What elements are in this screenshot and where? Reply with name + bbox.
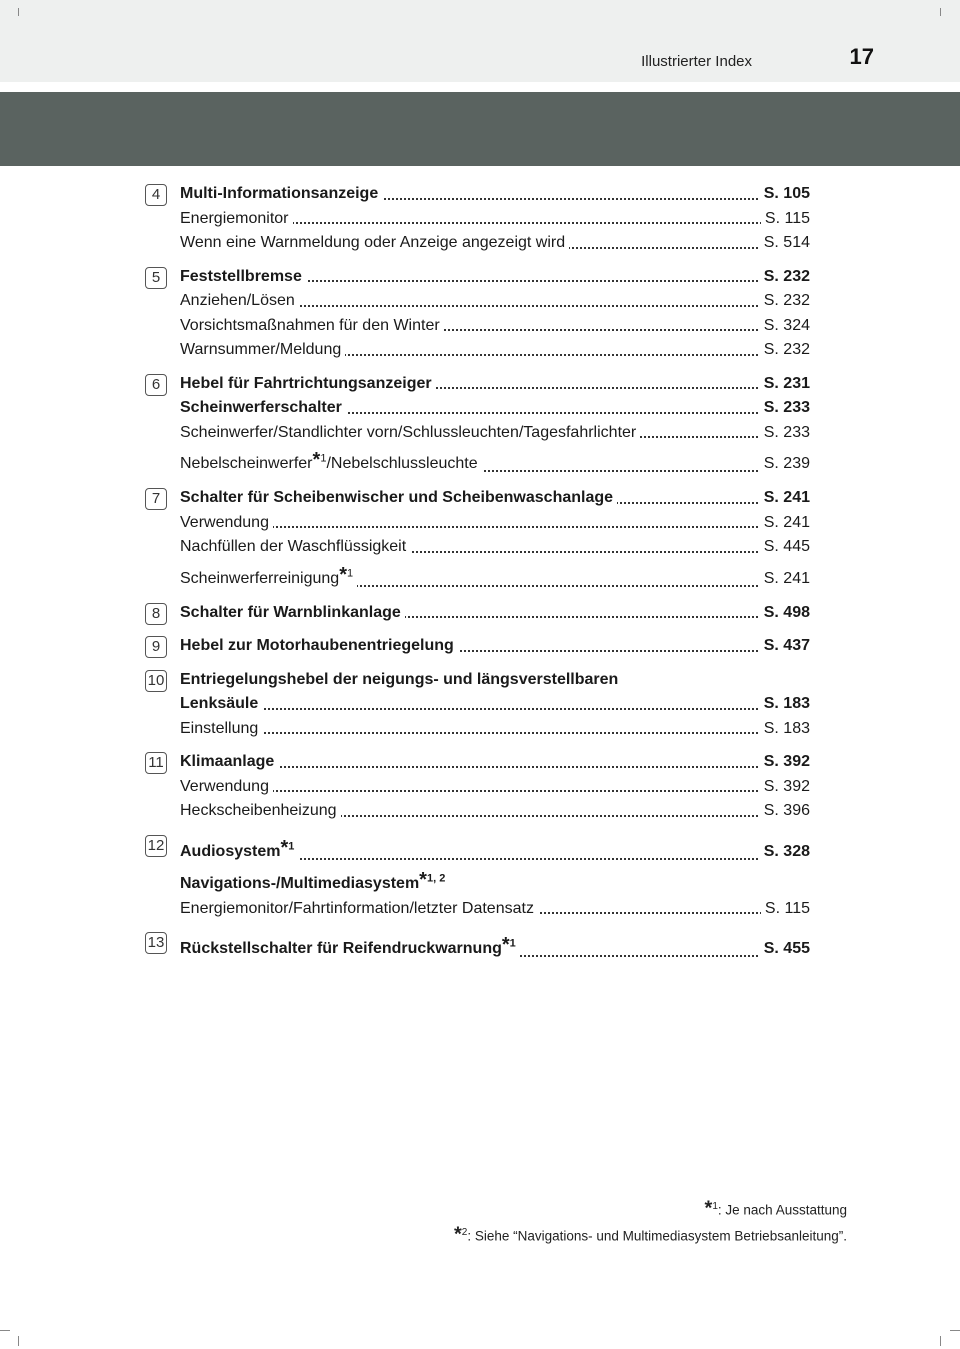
footnote-number: 1 xyxy=(712,1201,718,1212)
index-group xyxy=(0,601,960,626)
entry-text: Energiemonitor/Fahrtinformation/letzter Datensatz xyxy=(180,899,534,917)
entry-text: Anziehen/Lösen xyxy=(180,292,295,309)
entry-label xyxy=(180,802,341,819)
index-entry xyxy=(180,750,810,775)
entry-text: Audiosystem xyxy=(180,842,281,860)
section-bar xyxy=(0,92,960,166)
index-entry xyxy=(180,231,810,256)
index-entry xyxy=(180,601,810,626)
crop-mark xyxy=(940,1336,941,1346)
entry-label xyxy=(180,514,273,531)
index-group xyxy=(0,372,960,478)
entry-label xyxy=(180,671,622,688)
page-reference[interactable]: S. 183 xyxy=(760,717,810,742)
callout-number-badge: 12 xyxy=(145,835,167,857)
entry-text: Feststellbremse xyxy=(180,267,302,285)
index-entry xyxy=(180,897,810,922)
entry-label xyxy=(180,538,410,555)
index-group xyxy=(0,486,960,592)
dot-leader xyxy=(180,526,810,528)
crop-mark xyxy=(940,8,941,16)
entry-text: Verwendung xyxy=(180,513,269,531)
entry-text: Multi-Informationsanzeige xyxy=(180,185,379,202)
page-reference[interactable]: S. 514 xyxy=(760,231,810,256)
index-entry xyxy=(180,314,810,339)
page-reference[interactable]: S. 232 xyxy=(760,265,810,290)
footnote-ref: 1 xyxy=(347,567,354,580)
entry-text: Einstellung xyxy=(180,719,259,737)
page-reference[interactable]: S. 392 xyxy=(760,775,810,800)
page-reference[interactable]: S. 437 xyxy=(760,634,810,659)
index-entry xyxy=(180,338,810,363)
index-entry xyxy=(180,833,810,865)
entry-label xyxy=(180,778,273,795)
footnote-star: * xyxy=(704,1197,713,1220)
entry-label xyxy=(180,317,444,334)
entry-label xyxy=(180,695,262,712)
page-reference[interactable]: S. 232 xyxy=(760,338,810,363)
index-entry xyxy=(180,535,810,560)
page-reference[interactable]: S. 183 xyxy=(760,692,810,717)
footnote-star: * xyxy=(339,563,347,586)
page-reference[interactable]: S. 105 xyxy=(760,182,810,207)
entry-label xyxy=(180,934,520,957)
entry-label xyxy=(180,604,405,621)
callout-number-badge: 6 xyxy=(145,374,167,396)
callout-number-badge: 4 xyxy=(145,184,167,206)
index-entry xyxy=(180,265,810,290)
index-group xyxy=(0,833,960,922)
entry-label xyxy=(180,449,482,472)
page-reference[interactable]: S. 241 xyxy=(760,560,810,598)
callout-number-badge: 9 xyxy=(145,636,167,658)
page-number: 17 xyxy=(849,44,874,69)
entry-text: Hebel für Fahrtrichtungsanzeiger xyxy=(180,374,432,392)
page-reference[interactable]: S. 324 xyxy=(760,314,810,339)
page-reference[interactable]: S. 328 xyxy=(760,833,810,871)
callout-number-badge: 10 xyxy=(145,670,167,692)
callout-number-badge: 13 xyxy=(145,932,167,954)
footnote-star: * xyxy=(501,934,510,956)
page-reference[interactable]: S. 115 xyxy=(761,897,810,922)
index-entry xyxy=(180,668,810,693)
entry-text: Warnsummer/Meldung xyxy=(180,341,342,358)
entry-text: Verwendung xyxy=(180,777,269,795)
callout-number-badge: 7 xyxy=(145,488,167,510)
page-reference[interactable]: S. 115 xyxy=(761,207,810,232)
crop-mark xyxy=(950,1330,960,1331)
footnote-text: : Je nach Ausstattung xyxy=(717,1202,847,1218)
entry-text: Scheinwerfer/Standlichter vorn/Schlussleuchten/Tagesfahrlichter xyxy=(180,423,637,441)
entry-text: Scheinwerferschalter xyxy=(180,399,342,416)
index-entry xyxy=(180,717,810,742)
callout-number-badge: 11 xyxy=(145,752,167,774)
page-reference[interactable]: S. 445 xyxy=(760,535,810,560)
index-entry xyxy=(180,560,810,592)
entry-label xyxy=(180,424,640,441)
footnote-number: 2 xyxy=(461,1226,468,1238)
entry-label xyxy=(180,637,458,654)
entry-text: Entriegelungshebel der neigungs- und längsverstellbaren xyxy=(180,670,619,688)
entry-label xyxy=(180,234,569,251)
entry-text: Hebel zur Motorhaubenentriegelung xyxy=(180,637,454,654)
entry-text: Nachfüllen der Waschflüssigkeit xyxy=(180,538,407,555)
entry-label xyxy=(180,292,299,309)
index-entry xyxy=(180,182,810,207)
entry-label xyxy=(180,399,346,416)
crop-mark xyxy=(18,1336,19,1346)
header-band xyxy=(0,0,960,82)
page-reference[interactable]: S. 239 xyxy=(760,445,810,483)
entry-label xyxy=(180,900,538,917)
dot-leader xyxy=(180,732,810,734)
entry-text-continued: /Nebelschlussleuchte xyxy=(326,455,478,472)
page-reference[interactable]: S. 232 xyxy=(760,289,810,314)
entry-text: Scheinwerferreinigung xyxy=(180,569,340,587)
footnote-ref: 1, 2 xyxy=(426,872,446,885)
index-entry xyxy=(180,799,810,824)
entry-label xyxy=(180,836,298,860)
crop-mark xyxy=(0,1330,10,1331)
index-entry xyxy=(180,692,810,717)
entry-text: Rückstellschalter für Reifendruckwarnung xyxy=(180,940,502,957)
page-reference[interactable]: S. 498 xyxy=(760,601,810,626)
entry-label xyxy=(180,563,357,587)
footnote-ref: 1 xyxy=(509,937,516,950)
page-reference[interactable]: S. 233 xyxy=(760,396,810,421)
footnote-star: * xyxy=(280,836,289,859)
entry-label xyxy=(180,210,293,227)
page-reference[interactable]: S. 396 xyxy=(760,799,810,824)
index-entry xyxy=(180,445,810,477)
dot-leader xyxy=(180,790,810,792)
index-entry xyxy=(180,372,810,397)
page-reference[interactable]: S. 233 xyxy=(760,421,810,446)
index-group xyxy=(0,265,960,363)
index-entries xyxy=(0,182,960,971)
page-reference[interactable]: S. 455 xyxy=(760,930,810,968)
page-header-title: Illustrierter Index xyxy=(641,53,752,70)
entry-text: Schalter für Scheibenwischer und Scheibenwaschanlage xyxy=(180,489,614,506)
index-group xyxy=(0,668,960,742)
entry-label xyxy=(180,720,262,737)
index-group xyxy=(0,182,960,256)
entry-text: Vorsichtsmaßnahmen für den Winter xyxy=(180,316,440,334)
entry-text: Wenn eine Warnmeldung oder Anzeige angezeigt wird xyxy=(180,234,566,251)
index-entry xyxy=(180,511,810,536)
index-entry xyxy=(180,775,810,800)
page-reference[interactable]: S. 392 xyxy=(760,750,810,775)
entry-label xyxy=(180,753,278,770)
entry-text: Energiemonitor xyxy=(180,209,289,227)
index-entry xyxy=(180,421,810,446)
footnotes xyxy=(454,1196,847,1247)
footnote-ref: 1 xyxy=(288,840,295,853)
entry-text: Lenksäule xyxy=(180,695,259,712)
entry-label xyxy=(180,341,345,358)
callout-number-badge: 8 xyxy=(145,603,167,625)
entry-label xyxy=(180,868,449,892)
entry-label xyxy=(180,268,306,285)
entry-label xyxy=(180,375,436,392)
entry-text: Schalter für Warnblinkanlage xyxy=(180,603,401,621)
footnote-star: * xyxy=(312,449,321,471)
page-reference[interactable]: S. 241 xyxy=(760,486,810,511)
index-entry xyxy=(180,486,810,511)
entry-text: Klimaanlage xyxy=(180,753,275,770)
entry-text: Navigations-/Multimediasystem xyxy=(180,874,420,892)
footnote-star: * xyxy=(453,1223,462,1245)
index-entry xyxy=(180,289,810,314)
page-reference[interactable]: S. 241 xyxy=(760,511,810,536)
footnote-1 xyxy=(454,1196,847,1222)
page-reference[interactable]: S. 231 xyxy=(760,372,810,397)
index-entry xyxy=(180,865,810,897)
crop-mark xyxy=(18,8,19,16)
footnote-ref: 1 xyxy=(320,452,327,465)
entry-label xyxy=(180,185,382,202)
index-entry xyxy=(180,396,810,421)
index-entry xyxy=(180,634,810,659)
entry-text: Heckscheibenheizung xyxy=(180,802,337,819)
index-entry xyxy=(180,207,810,232)
entry-label xyxy=(180,489,617,506)
dot-leader xyxy=(180,708,810,710)
index-group xyxy=(0,750,960,824)
callout-number-badge: 5 xyxy=(145,267,167,289)
footnote-text: : Siehe “Navigations- und Multimediasystem Betriebsanleitung”. xyxy=(467,1228,847,1243)
footnote-star: * xyxy=(419,868,427,891)
index-entry xyxy=(180,930,810,962)
footnote-2 xyxy=(454,1222,847,1248)
entry-text: Nebelscheinwerfer xyxy=(180,455,313,472)
index-group xyxy=(0,930,960,962)
index-group xyxy=(0,634,960,659)
